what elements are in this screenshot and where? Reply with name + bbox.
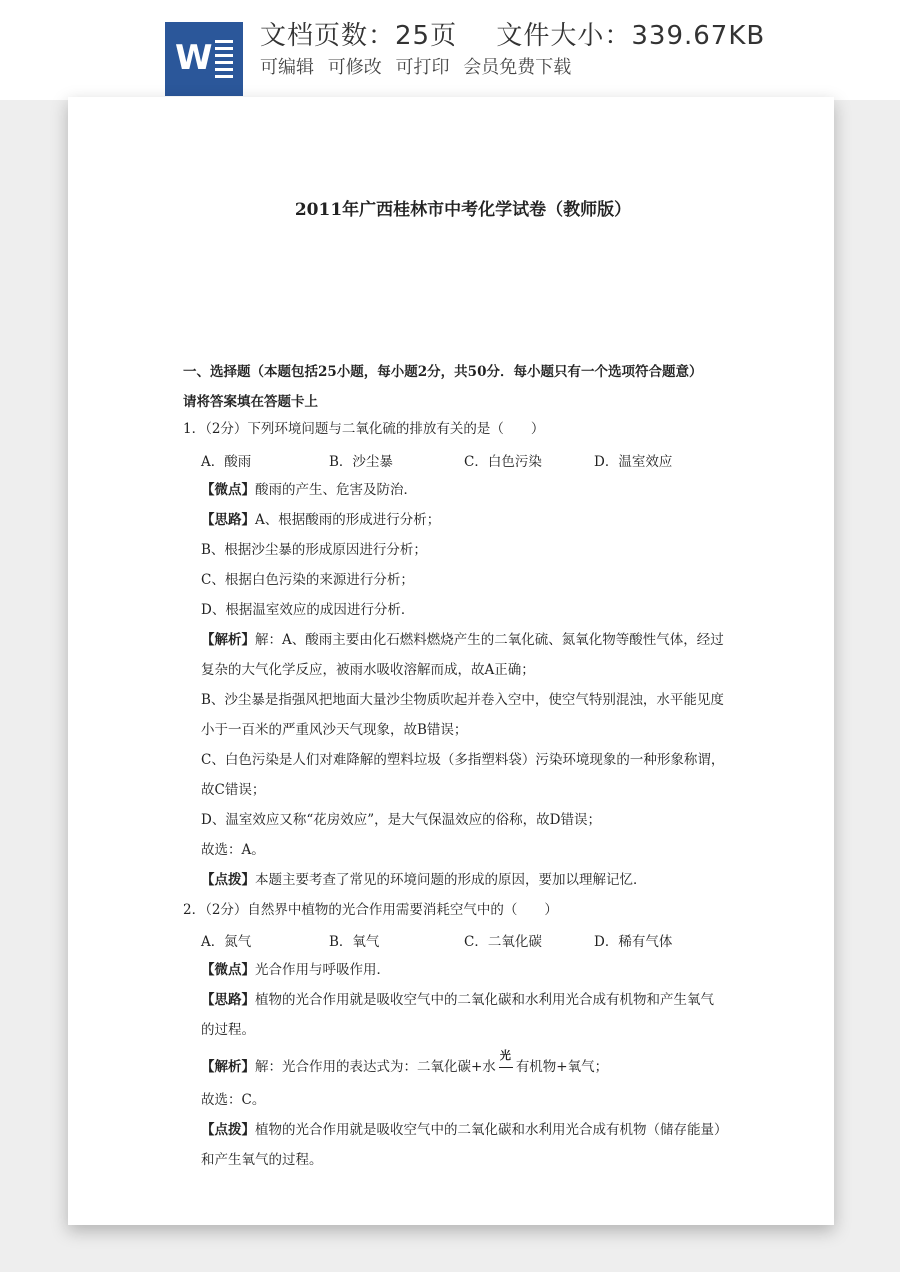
- q1-jiexi-c2: 故C错误；: [201, 782, 266, 798]
- q1-silu: [201, 510, 440, 530]
- q1-dianbo-text: 本题主要考查了常见的环境问题的形成的原因，要加以理解记忆．: [255, 872, 647, 888]
- q1-jiexi-b1: B、沙尘暴是指强风把地面大量沙尘物质吹起并卷入空中，使空气特别混浊，水平能见度: [201, 692, 724, 708]
- q2-silu-cont: 的过程。: [201, 1022, 255, 1038]
- feature-member-download: 会员免费下载: [463, 57, 572, 78]
- question-2-stem: 2．（2分）自然界中植物的光合作用需要消耗空气中的（ ）: [183, 902, 558, 918]
- q1-weidian-tag: 【微点】: [201, 482, 255, 498]
- page-count: 文档页数：25页: [260, 21, 458, 51]
- word-document-icon: [165, 22, 243, 96]
- document-lines-icon: [215, 40, 233, 82]
- q1-weidian-text: 酸雨的产生、危害及防治．: [255, 482, 417, 498]
- q2-option-a: A．氮气: [201, 934, 252, 950]
- q2-option-d: D．稀有气体: [594, 934, 673, 950]
- q1-option-a: A．酸雨: [201, 454, 252, 470]
- q2-weidian-tag: 【微点】: [201, 962, 255, 978]
- feature-editable: 可编辑: [260, 57, 314, 78]
- q2-dianbo-cont: 和产生氧气的过程。: [201, 1152, 323, 1168]
- section-heading: 一、选择题（本题包括25小题，每小题2分，共50分．每小题只有一个选项符合题意）: [183, 364, 703, 380]
- q1-jiexi-b2: 小于一百米的严重风沙天气现象，故B错误；: [201, 722, 468, 738]
- q1-dianbo-tag: 【点拨】: [201, 872, 255, 888]
- q2-dianbo-tag: 【点拨】: [201, 1122, 255, 1138]
- q1-jiexi-tag: 【解析】: [201, 632, 255, 648]
- feature-modifiable: 可修改: [327, 57, 382, 78]
- q2-dianbo-text: 植物的光合作用就是吸收空气中的二氧化碳和水利用光合成有机物（储存能量）: [255, 1122, 728, 1138]
- download-header: [0, 0, 900, 100]
- section-note: 请将答案填在答题卡上: [183, 394, 318, 410]
- q1-jiexi-a1: 解：A、酸雨主要由化石燃料燃烧产生的二氧化硫、氮氧化物等酸性气体，经过: [255, 632, 724, 648]
- q2-jiexi-post: 有机物+氧气；: [515, 1059, 609, 1075]
- q1-answer: 故选：A。: [201, 842, 265, 858]
- q2-option-c: C．二氧化碳: [464, 934, 542, 950]
- document-page: [68, 97, 834, 1225]
- word-letter: W: [175, 38, 213, 78]
- q2-weidian: [201, 960, 390, 980]
- light-condition: 光: [499, 1049, 511, 1062]
- q1-silu-tag: 【思路】: [201, 512, 255, 528]
- reaction-condition: [496, 1049, 516, 1077]
- q1-option-c: C．白色污染: [464, 454, 542, 470]
- q2-jiexi: [201, 1049, 609, 1077]
- q2-option-b: B．氧气: [329, 934, 380, 950]
- q1-dianbo: [201, 870, 647, 890]
- question-1-stem: 1．（2分）下列环境问题与二氧化硫的排放有关的是（ ）: [183, 421, 545, 437]
- q1-jiexi-a2: 复杂的大气化学反应，被雨水吸收溶解而成，故A正确；: [201, 662, 535, 678]
- q1-silu-d: D、根据温室效应的成因进行分析．: [201, 602, 415, 618]
- q1-silu-c: C、根据白色污染的来源进行分析；: [201, 572, 414, 588]
- q1-jiexi-c1: C、白色污染是人们对难降解的塑料垃圾（多指塑料袋）污染环境现象的一种形象称谓，: [201, 752, 725, 768]
- document-meta: [260, 18, 795, 82]
- q2-jiexi-tag: 【解析】: [201, 1059, 255, 1075]
- q2-silu-tag: 【思路】: [201, 992, 255, 1008]
- q2-silu: [201, 990, 714, 1010]
- q1-weidian: [201, 480, 417, 500]
- q1-jiexi: [201, 630, 724, 650]
- q2-silu-text: 植物的光合作用就是吸收空气中的二氧化碳和水利用光合成有机物和产生氧气: [255, 992, 714, 1008]
- q1-silu-text: A、根据酸雨的形成进行分析；: [255, 512, 441, 528]
- file-size: 文件大小：339.67KB: [496, 21, 766, 51]
- reaction-arrow-icon: [499, 1067, 513, 1068]
- q2-answer: 故选：C。: [201, 1092, 266, 1108]
- q1-option-d: D．温室效应: [594, 454, 673, 470]
- q1-silu-b: B、根据沙尘暴的形成原因进行分析；: [201, 542, 427, 558]
- q2-dianbo: [201, 1120, 728, 1140]
- q1-option-b: B．沙尘暴: [329, 454, 393, 470]
- document-title: 2011年广西桂林市中考化学试卷（教师版）: [294, 200, 632, 220]
- q2-jiexi-pre: 解：光合作用的表达式为：二氧化碳+水: [255, 1059, 496, 1075]
- q2-weidian-text: 光合作用与呼吸作用．: [255, 962, 390, 978]
- feature-printable: 可打印: [395, 57, 450, 78]
- q1-jiexi-d: D、温室效应又称“花房效应”，是大气保温效应的俗称，故D错误；: [201, 812, 601, 828]
